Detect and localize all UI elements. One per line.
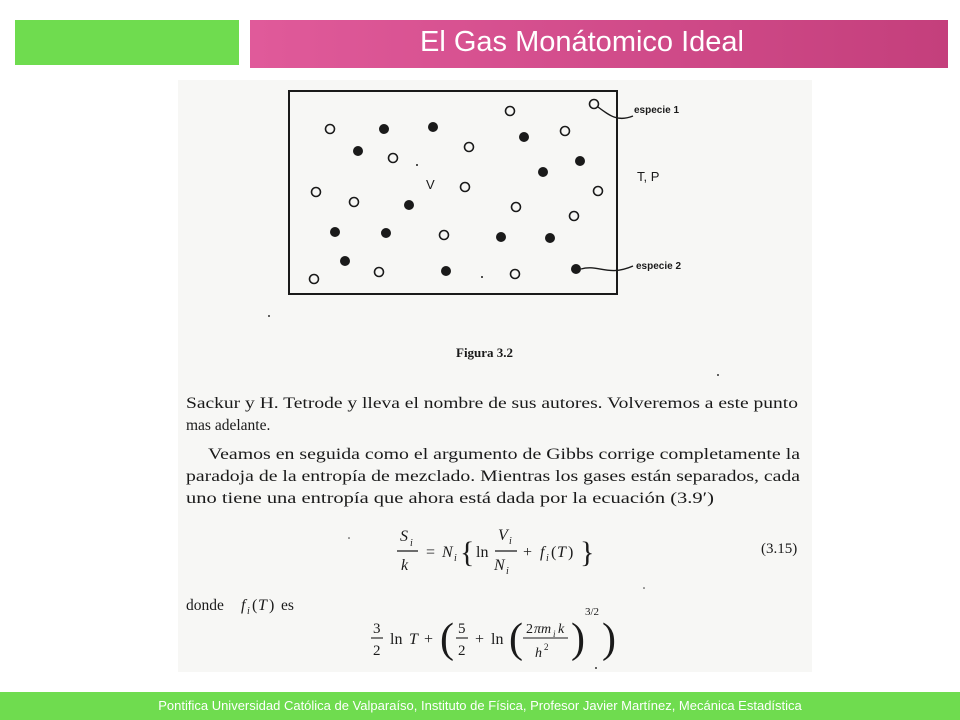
particle-species2 bbox=[545, 233, 555, 243]
svg-text:ln: ln bbox=[476, 544, 489, 561]
particle-species1 bbox=[506, 107, 515, 116]
svg-text:k: k bbox=[558, 622, 565, 637]
svg-text:): ) bbox=[571, 616, 585, 662]
para1-line1: Sackur y H. Tetrode y lleva el nombre de sus autores. Volveremos a este punto bbox=[186, 395, 799, 412]
particle-species2 bbox=[441, 266, 451, 276]
particle-species1 bbox=[465, 143, 474, 152]
scan-content bbox=[178, 80, 812, 672]
svg-text:V: V bbox=[498, 527, 508, 544]
svg-text:(: ( bbox=[440, 616, 454, 662]
equation-fi bbox=[371, 606, 616, 662]
particle-species2 bbox=[519, 132, 529, 142]
svg-text:S: S bbox=[400, 528, 408, 545]
footer-bar bbox=[0, 692, 960, 720]
particle-species2 bbox=[379, 124, 389, 134]
svg-text:3: 3 bbox=[373, 621, 381, 637]
particle-species1 bbox=[461, 183, 470, 192]
particle-species1 bbox=[590, 100, 599, 109]
para1-line2: mas adelante. bbox=[186, 417, 271, 434]
where-text: donde bbox=[186, 597, 224, 614]
svg-text:(: ( bbox=[551, 544, 557, 561]
leader-line-species2 bbox=[581, 266, 633, 271]
svg-text:i: i bbox=[546, 553, 549, 564]
svg-text:f: f bbox=[540, 544, 545, 561]
svg-text:T: T bbox=[258, 597, 267, 614]
particle-species2 bbox=[575, 156, 585, 166]
figure-caption: Figura 3.2 bbox=[456, 345, 514, 360]
svg-text:πm: πm bbox=[534, 622, 552, 637]
svg-text:T: T bbox=[557, 544, 566, 561]
particle-species2 bbox=[353, 146, 363, 156]
svg-text:): ) bbox=[568, 544, 574, 561]
svg-text:=: = bbox=[426, 544, 436, 561]
label-species2: especie 2 bbox=[636, 261, 682, 272]
svg-text:2: 2 bbox=[544, 642, 549, 652]
svg-text:ln: ln bbox=[390, 631, 403, 648]
particle-species1 bbox=[375, 268, 384, 277]
svg-text:h: h bbox=[535, 646, 542, 661]
equation-3-15 bbox=[397, 527, 594, 577]
svg-text:N: N bbox=[442, 544, 453, 561]
svg-text:2: 2 bbox=[526, 622, 533, 637]
particle-species1 bbox=[561, 127, 570, 136]
gas-container-box bbox=[289, 91, 617, 294]
svg-text:k: k bbox=[401, 557, 409, 574]
para2-line1: Veamos en seguida como el argumento de Gibbs corrige completamente la bbox=[208, 446, 801, 463]
fi-expression bbox=[241, 597, 294, 617]
svg-text:i: i bbox=[410, 538, 413, 549]
svg-text:+: + bbox=[523, 544, 533, 561]
particle-species2 bbox=[330, 227, 340, 237]
svg-text:i: i bbox=[553, 629, 556, 639]
particle-species2 bbox=[340, 256, 350, 266]
svg-text:{: { bbox=[460, 536, 475, 569]
svg-text:i: i bbox=[509, 536, 512, 547]
svg-text:+: + bbox=[424, 631, 434, 648]
svg-text:(: ( bbox=[252, 597, 258, 614]
svg-text:+: + bbox=[475, 631, 485, 648]
para2-line2: paradoja de la entropía de mezclado. Mientras los gases están separados, cada bbox=[186, 468, 801, 485]
particle-species2 bbox=[538, 167, 548, 177]
svg-text:ln: ln bbox=[491, 631, 504, 648]
slide-title: El Gas Monátomico Ideal bbox=[420, 26, 744, 58]
svg-text:): ) bbox=[269, 597, 275, 614]
particle-species1 bbox=[312, 188, 321, 197]
svg-text:i: i bbox=[454, 553, 457, 564]
svg-text:(: ( bbox=[509, 616, 523, 662]
label-volume: V bbox=[426, 177, 435, 192]
para2-line3: uno tiene una entropía que ahora está dada por la ecuación (3.9′) bbox=[186, 490, 714, 507]
leader-line-species1 bbox=[598, 107, 633, 118]
svg-text:): ) bbox=[602, 616, 616, 662]
svg-text:5: 5 bbox=[458, 621, 466, 637]
svg-text:i: i bbox=[506, 566, 509, 577]
particle-species1 bbox=[326, 125, 335, 134]
svg-text:es: es bbox=[281, 597, 294, 614]
svg-text:f: f bbox=[241, 597, 246, 614]
particle-species1 bbox=[389, 154, 398, 163]
scanned-textbook-page bbox=[178, 80, 812, 672]
label-state: T, P bbox=[637, 169, 660, 184]
title-bar bbox=[250, 20, 948, 68]
particles bbox=[310, 100, 603, 284]
label-species1: especie 1 bbox=[634, 105, 680, 116]
svg-text:3/2: 3/2 bbox=[585, 606, 600, 618]
equation-number: (3.15) bbox=[761, 541, 798, 557]
accent-block bbox=[15, 20, 239, 65]
particle-species2 bbox=[428, 122, 438, 132]
particle-species2 bbox=[381, 228, 391, 238]
svg-text:i: i bbox=[247, 606, 250, 617]
svg-text:}: } bbox=[580, 536, 595, 569]
particle-species1 bbox=[350, 198, 359, 207]
particle-species2 bbox=[496, 232, 506, 242]
svg-text:N: N bbox=[494, 557, 505, 574]
particle-species2 bbox=[571, 264, 581, 274]
footer-text: Pontifica Universidad Católica de Valparaíso, Instituto de Física, Profesor Javier Martínez, Mecánica Estadística bbox=[158, 698, 802, 713]
particle-species1 bbox=[512, 203, 521, 212]
svg-text:2: 2 bbox=[373, 643, 381, 659]
particle-species1 bbox=[570, 212, 579, 221]
svg-text:T: T bbox=[409, 631, 418, 648]
particle-species2 bbox=[404, 200, 414, 210]
particle-species1 bbox=[310, 275, 319, 284]
particle-species1 bbox=[511, 270, 520, 279]
particle-species1 bbox=[440, 231, 449, 240]
particle-species1 bbox=[594, 187, 603, 196]
svg-text:2: 2 bbox=[458, 643, 466, 659]
